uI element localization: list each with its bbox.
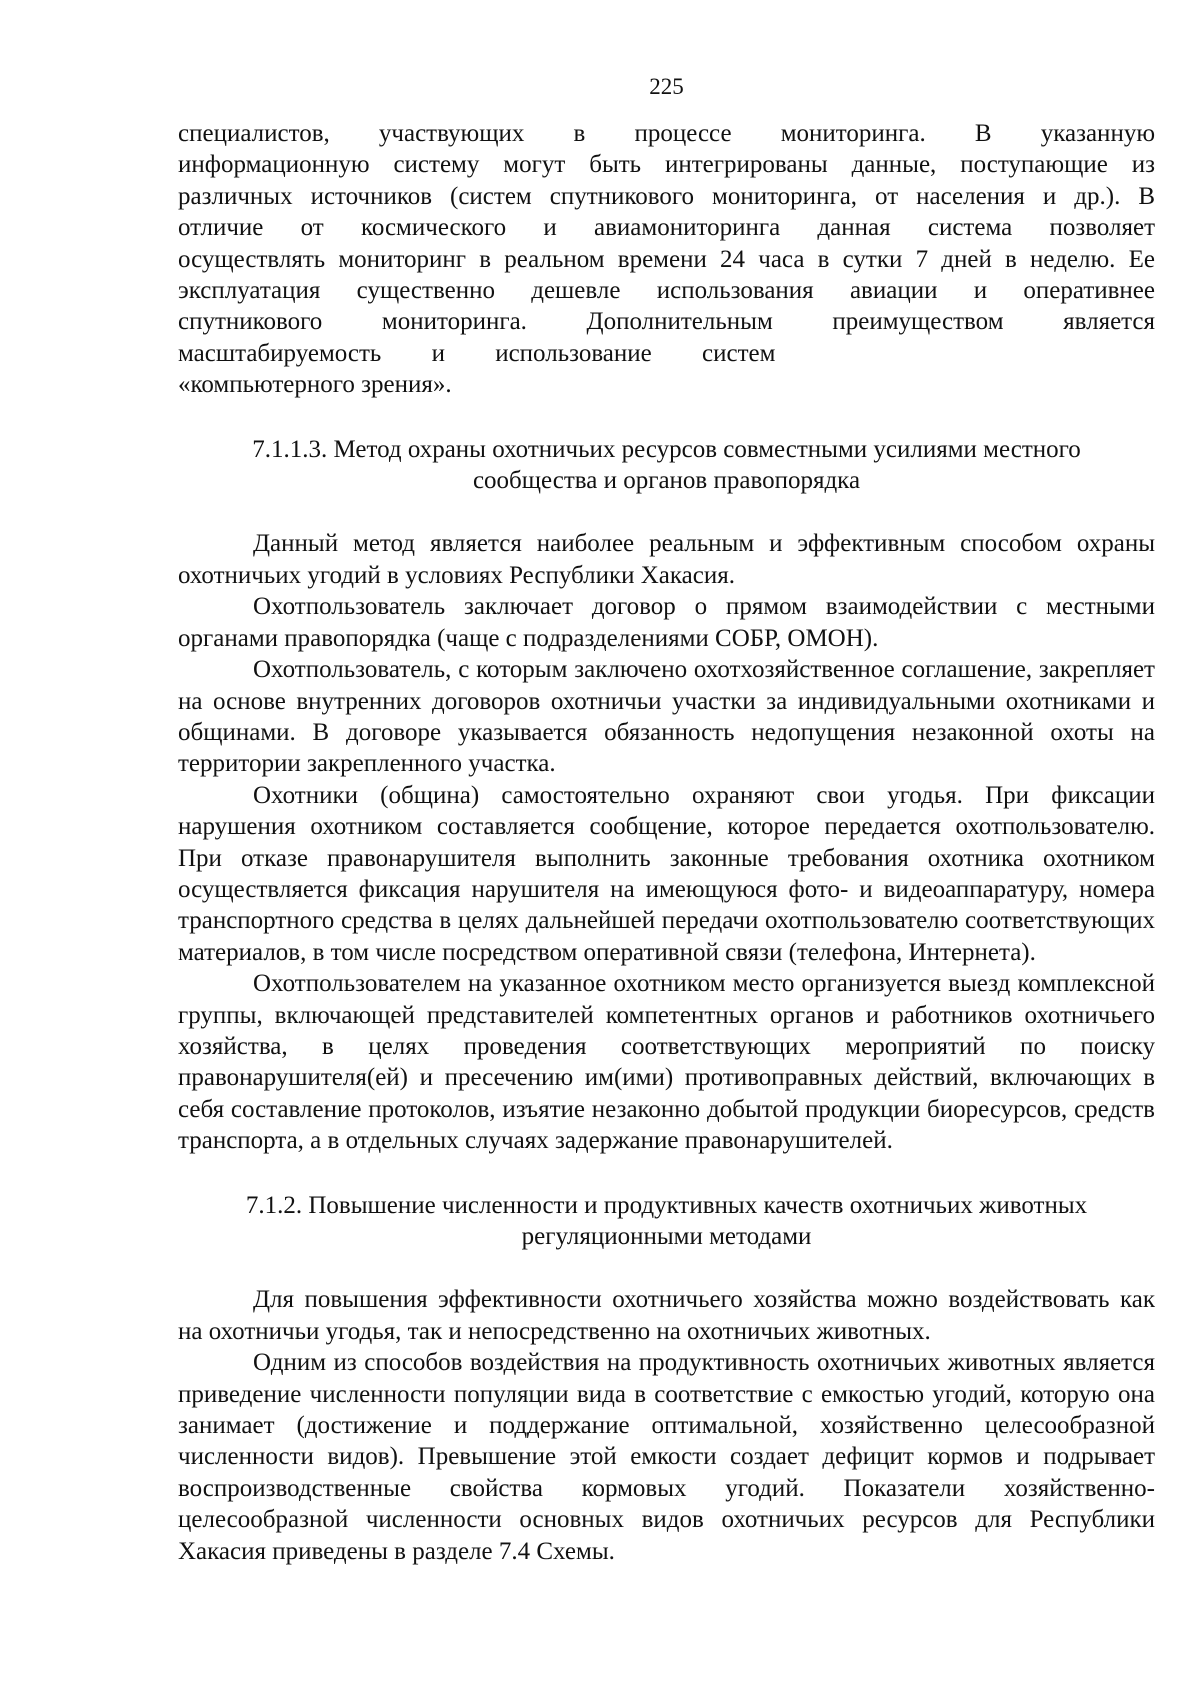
text-line: масштабируемость и использование систем [178,339,776,367]
text-line: отличие от космического и авиамониторинга данная система позволяет [178,214,1155,242]
section-heading-7-1-2 [178,1190,1155,1253]
paragraph: Данный метод является наиболее реальным и эффективным способом охраны охотничьих угодий в условиях Республики Хакасия. [178,530,1155,589]
paragraph: Охотпользователем на указанное охотником место организуется выезд комплексной группы, включающей представителей компетентных органов и работников охотничьего хозяйства, в целях проведения соответствующих мероприятий по поиску правонарушителя(ей) и пресечению им(ими) противоправных действий, включающих в себя составление протоколов, изъятие незаконно добытой продукции биоресурсов, средств транспорта, а в отдельных случаях задержание правонарушителей. [178,970,1155,1155]
continuation-paragraph [178,118,1155,401]
document-body [178,118,1155,1567]
text-line: эксплуатация существенно дешевле использования авиации и оперативнее [178,277,1155,305]
heading-line: 7.1.1.3. Метод охраны охотничьих ресурсов совместными усилиями местного [252,435,1081,463]
page-number: 225 [649,74,684,99]
text-line: различных источников (систем спутникового мониторинга, от населения и др.). В [178,182,1155,210]
heading-line: сообщества и органов правопорядка [472,467,861,495]
paragraph: Одним из способов воздействия на продуктивность охотничьих животных является приведение численности популяции вида в соответствие с емкостью угодий, которую она занимает (достижение и поддержание оптимальной, хозяйственно целесообразной численности видов). Превышение этой емкости создает дефицит кормов и подрывает воспроизводственные свойства кормовых угодий. Показатели хозяйственно-целесообразной численности основных видов охотничьих ресурсов для Республики Хакасия приведены в разделе 7.4 Схемы. [178,1349,1155,1565]
paragraph: Охотпользователь, с которым заключено охотхозяйственное соглашение, закрепляет на основе внутренних договоров охотничьи участки за индивидуальными охотниками и общинами. В договоре указывается обязанность недопущения незаконной охоты на территории закрепленного участка. [178,656,1155,778]
text-line: специалистов, участвующих в процессе мониторинга. В указанную [178,120,1155,147]
text-line: информационную систему могут быть интегрированы данные, поступающие из [178,151,1155,179]
text-line: «компьютерного зрения». [178,371,452,399]
heading-line: регуляционными методами [521,1223,812,1250]
text-line: осуществлять мониторинг в реальном времени 24 часа в сутки 7 дней в неделю. Ее [178,245,1155,273]
text-line: спутникового мониторинга. Дополнительным преимуществом является [178,308,1155,336]
heading-line: 7.1.2. Повышение численности и продуктивных качеств охотничьих животных [245,1191,1088,1219]
paragraph: Для повышения эффективности охотничьего хозяйства можно воздействовать как на охотничьи угодья, так и непосредственно на охотничьих животных. [178,1286,1155,1345]
section-heading-7-1-1-3 [178,434,1155,497]
paragraph: Охотпользователь заключает договор о прямом взаимодействии с местными органами правопорядка (чаще с подразделениями СОБР, ОМОН). [178,593,1155,652]
paragraph: Охотники (община) самостоятельно охраняют свои угодья. При фиксации нарушения охотником составляется сообщение, которое передается охотпользователю. При отказе правонарушителя выполнить законные требования охотника охотником осуществляется фиксация нарушителя на имеющуюся фото- и видеоаппаратуру, номера транспортного средства в целях дальнейшей передачи охотпользователю соответствующих материалов, в том числе посредством оперативной связи (телефона, Интернета). [178,781,1155,966]
